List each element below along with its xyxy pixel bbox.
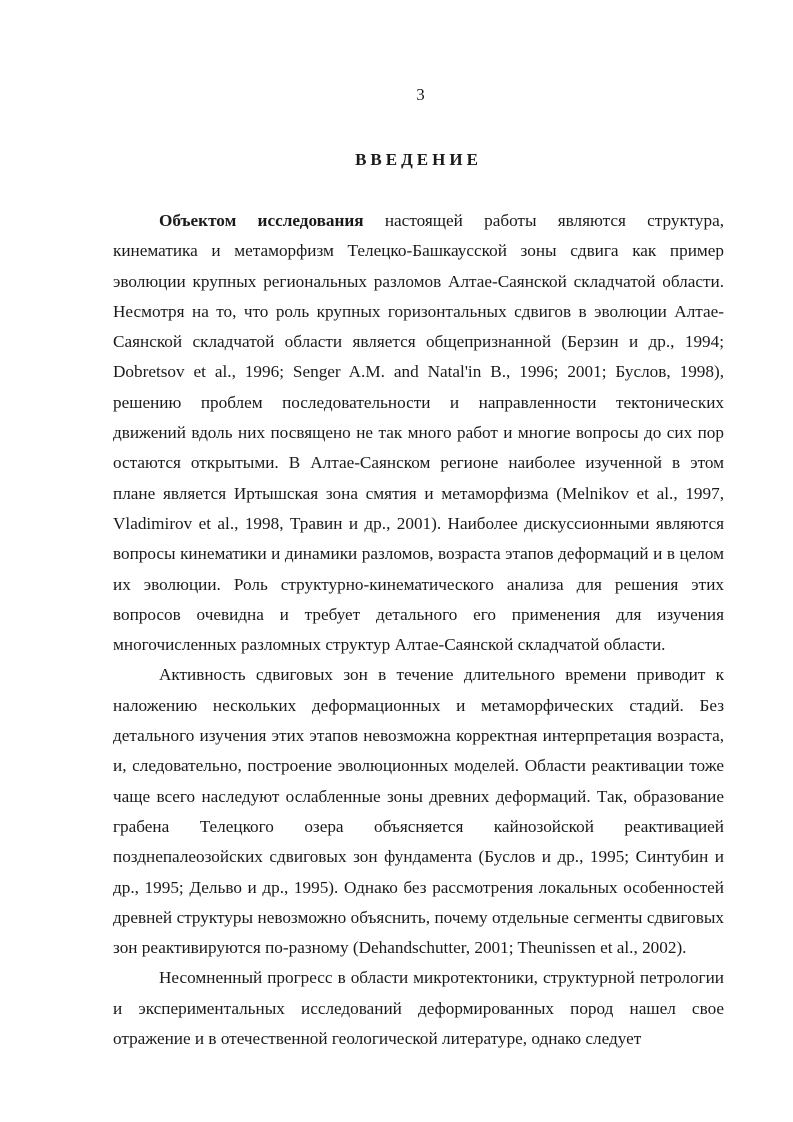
paragraph-lead-bold: Объектом исследования xyxy=(159,211,364,230)
paragraph-object-of-research xyxy=(113,206,724,660)
section-heading: ВВЕДЕНИЕ xyxy=(355,150,482,169)
paragraph-shear-zone-activity: Активность сдвиговых зон в течение длительного времени приводит к наложению нескольких деформационных и метаморфических стадий. Без детального изучения этих этапов невозможна корректная интерпретация возраста, и, следовательно, построение эволюционных моделей. Области реактивации тоже чаще всего наследуют ослабленные зоны древних деформаций. Так, образование грабена Телецкого озера объясняется кайнозойской реактивацией позднепалеозойских сдвиговых зон фундамента (Буслов и др., 1995; Синтубин и др., 1995; Дельво и др., 1995). Однако без рассмотрения локальных особенностей древней структуры невозможно объяснить, почему отдельные сегменты сдвиговых зон реактивируются по-разному (Dehandschutter, 2001; Theunissen et al., 2002). xyxy=(113,665,724,958)
paragraph-microtectonics-progress: Несомненный прогресс в области микротектоники, структурной петрологии и экспериментальных исследований деформированных пород нашел свое отражение и в отечественной геологической литературе, однако следует xyxy=(113,968,724,1049)
body-text xyxy=(113,206,724,1054)
paragraph-text: настоящей работы являются структура, кинематика и метаморфизм Телецко-Башкаусской зоны сдвига как пример эволюции крупных региональных разломов Алтае-Саянской складчатой области. Несмотря на то, что роль крупных горизонтальных сдвигов в эволюции Алтае-Саянской складчатой области является общепризнанной (Берзин и др., 1994; Dobretsov et al., 1996; Senger A.M. and Natal'in B., 1996; 2001; Буслов, 1998), решению проблем последовательности и направленности тектонических движений вдоль них посвящено не так много работ и многие вопросы до сих пор остаются открытыми. В Алтае-Саянском регионе наиболее изученной в этом плане является Иртышская зона смятия и метаморфизма (Melnikov et al., 1997, Vladimirov et al., 1998, Травин и др., 2001). Наиболее дискуссионными являются вопросы кинематики и динамики разломов, возраста этапов деформаций и в целом их эволюции. Роль структурно-кинематического анализа для решения этих вопросов очевидна и требует детального его применения для изучения многочисленных разломных структур Алтае-Саянской складчатой области. xyxy=(113,211,724,655)
page-number: 3 xyxy=(416,85,425,104)
